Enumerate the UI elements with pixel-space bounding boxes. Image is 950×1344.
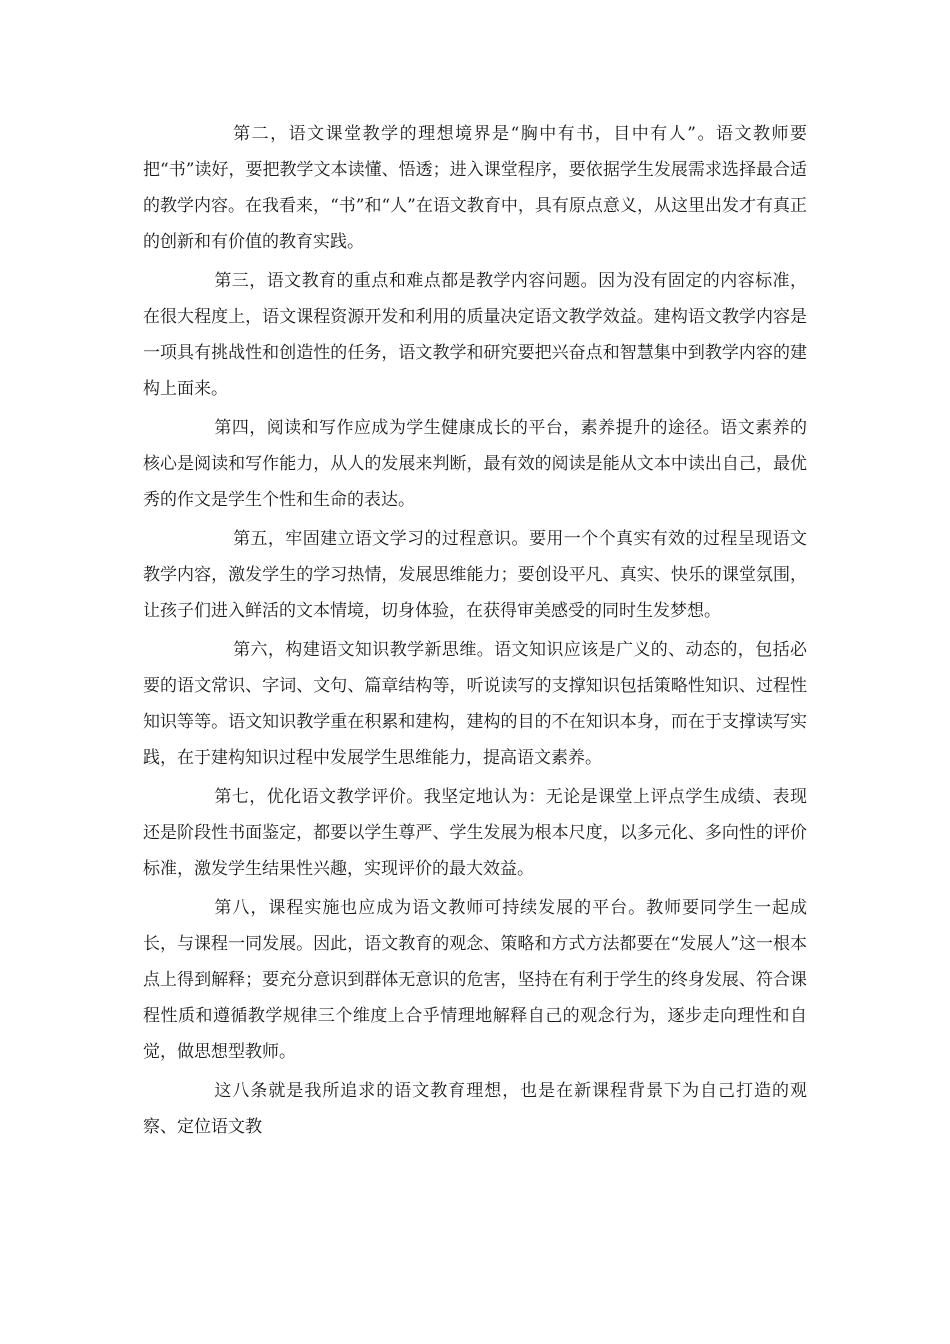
paragraph-fifth: 第五，牢固建立语文学习的过程意识。要用一个个真实有效的过程呈现语文教学内容，激发学生的学习热情，发展思维能力；要创设平凡、真实、快乐的课堂氛围，让孩子们进入鲜活的文本情境，切身体验，在获得审美感受的同时生发梦想。 [143,529,807,621]
paragraph-eighth: 第八，课程实施也应成为语文教师可持续发展的平台。教师要同学生一起成长，与课程一同发展。因此，语文教育的观念、策略和方式方法都要在“发展人”这一根本点上得到解释；要充分意识到群体无意识的危害，坚持在有利于学生的终身发展、符合课程性质和遵循教学规律三个维度上合乎情理地解释自己的观念行为，逐步走向理性和自觉，做思想型教师。 [143,898,807,1062]
paragraph-second: 第二，语文课堂教学的理想境界是“胸中有书，目中有人”。语文教师要把“书”读好，要把教学文本读懂、悟透；进入课堂程序，要依据学生发展需求选择最合适的教学内容。在我看来，“书”和“人”在语文教育中，具有原点意义，从这里出发才有真正的创新和有价值的教育实践。 [143,124,807,252]
paragraph-seventh: 第七，优化语文教学评价。我坚定地认为：无论是课堂上评点学生成绩、表现还是阶段性书面鉴定，都要以学生尊严、学生发展为根本尺度，以多元化、多向性的评价标准，激发学生结果性兴趣，实现评价的最大效益。 [143,787,807,879]
paragraph-conclusion: 这八条就是我所追求的语文教育理想，也是在新课程背景下为自己打造的观察、定位语文教 [143,1081,807,1137]
document-body [143,116,807,1148]
paragraph-sixth: 第六，构建语文知识教学新思维。语文知识应该是广义的、动态的，包括必要的语文常识、字词、文句、篇章结构等，听说读写的支撑知识包括策略性知识、过程性知识等等。语文知识教学重在积累和建构，建构的目的不在知识本身，而在于支撑读写实践，在于建构知识过程中发展学生思维能力，提高语文素养。 [143,640,807,768]
paragraph-third: 第三，语文教育的重点和难点都是教学内容问题。因为没有固定的内容标准，在很大程度上，语文课程资源开发和利用的质量决定语文教学效益。建构语文教学内容是一项具有挑战性和创造性的任务，语文教学和研究要把兴奋点和智慧集中到教学内容的建构上面来。 [143,271,807,399]
paragraph-fourth: 第四，阅读和写作应成为学生健康成长的平台，素养提升的途径。语文素养的核心是阅读和写作能力，从人的发展来判断，最有效的阅读是能从文本中读出自己，最优秀的作文是学生个性和生命的表达。 [143,418,807,510]
